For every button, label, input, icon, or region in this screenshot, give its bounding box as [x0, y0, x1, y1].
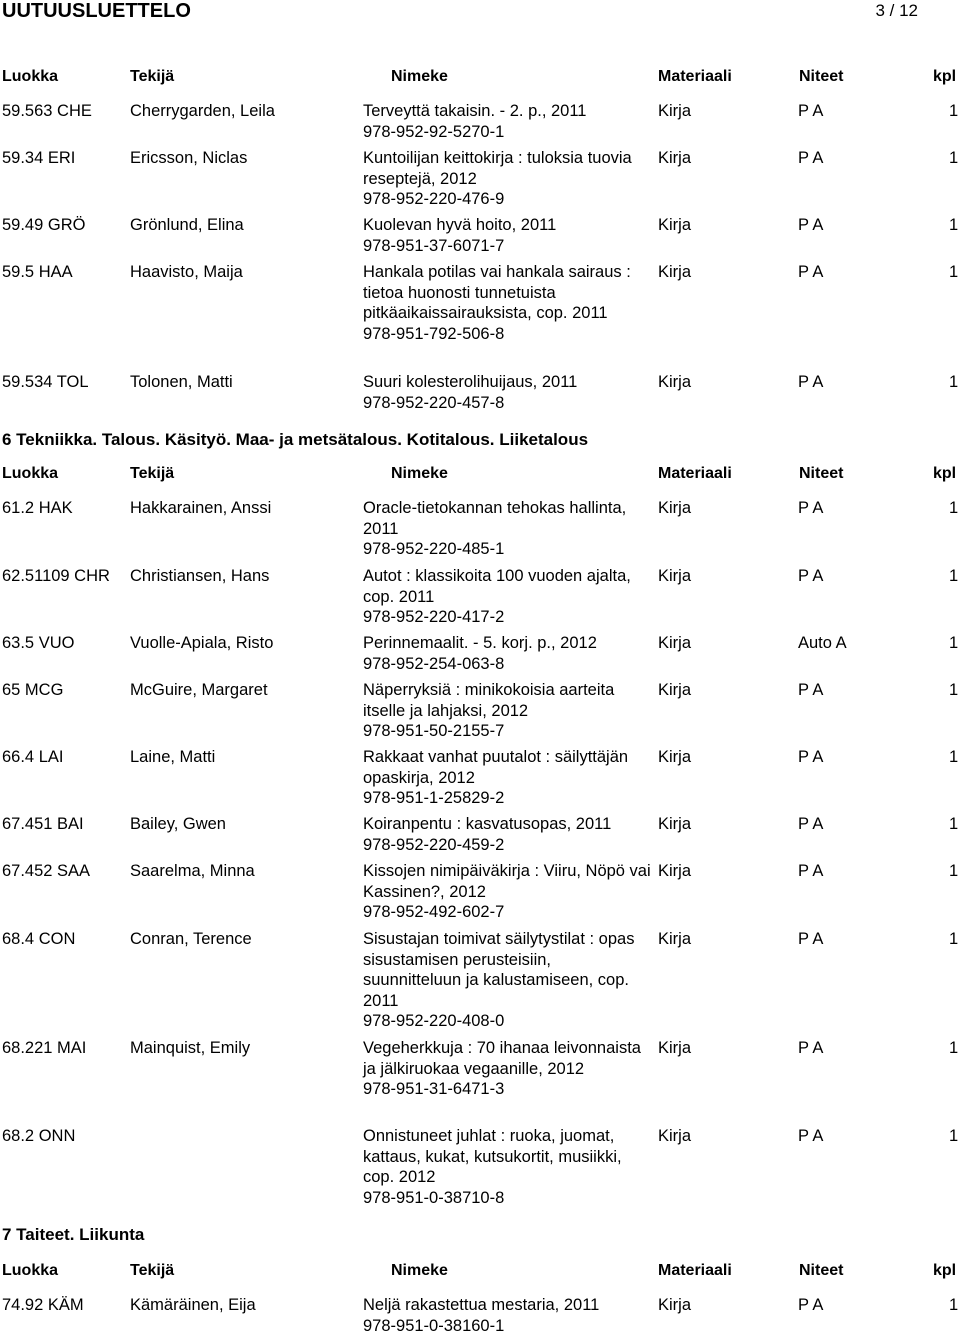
materiaali-cell-text: Kirja	[658, 149, 691, 167]
section-heading-6: 6 Tekniikka. Talous. Käsityö. Maa- ja metsätalous. Kotitalous. Liiketalous	[2, 430, 588, 450]
materiaali-cell	[658, 747, 691, 768]
materiaali-cell-text: Kirja	[658, 815, 691, 833]
tekija-cell-text: McGuire, Margaret	[130, 681, 268, 699]
kpl-cell	[949, 1038, 958, 1059]
col-kpl: kpl	[933, 465, 956, 483]
section-heading-7: 7 Taiteet. Liikunta	[2, 1225, 144, 1245]
col-tekija: Tekijä	[130, 1262, 174, 1280]
tekija-cell-text: Ericsson, Niclas	[130, 149, 247, 167]
niteet-cell-text: P A	[798, 1127, 823, 1145]
luokka-cell-text: 63.5 VUO	[2, 634, 74, 652]
kpl-cell	[949, 1295, 958, 1316]
materiaali-cell	[658, 215, 691, 236]
col-nimeke: Nimeke	[391, 465, 448, 483]
luokka-cell	[2, 861, 122, 882]
tekija-cell-text: Vuolle-Apiala, Risto	[130, 634, 273, 652]
nimeke-cell-text: Rakkaat vanhat puutalot : säilyttäjän opaskirja, 2012	[363, 748, 628, 787]
nimeke-cell	[363, 814, 653, 855]
materiaali-cell	[658, 148, 691, 169]
isbn: 978-952-220-408-0	[363, 1011, 653, 1032]
kpl-cell	[949, 929, 958, 950]
materiaali-cell	[658, 566, 691, 587]
isbn: 978-951-31-6471-3	[363, 1079, 653, 1100]
kpl-cell	[949, 101, 958, 122]
col-nimeke: Nimeke	[391, 68, 448, 86]
kpl-cell	[949, 148, 958, 169]
nimeke-cell	[363, 680, 653, 742]
niteet-cell	[798, 747, 823, 768]
col-tekija: Tekijä	[130, 465, 174, 483]
luokka-cell	[2, 262, 122, 283]
kpl-cell	[949, 633, 958, 654]
materiaali-cell	[658, 680, 691, 701]
niteet-cell-text: P A	[798, 748, 823, 766]
kpl-cell-text: 1	[949, 1127, 958, 1145]
page-title: UUTUUSLUETTELO	[2, 0, 191, 23]
nimeke-cell	[363, 1126, 653, 1208]
materiaali-cell-text: Kirja	[658, 102, 691, 120]
niteet-cell	[798, 498, 823, 519]
col-luokka: Luokka	[2, 1262, 58, 1280]
niteet-cell-text: P A	[798, 1296, 823, 1314]
materiaali-cell-text: Kirja	[658, 862, 691, 880]
niteet-cell	[798, 1126, 823, 1147]
materiaali-cell	[658, 101, 691, 122]
niteet-cell	[798, 566, 823, 587]
kpl-cell-text: 1	[949, 1039, 958, 1057]
materiaali-cell-text: Kirja	[658, 1127, 691, 1145]
nimeke-cell-text: Sisustajan toimivat säilytystilat : opas sisustamisen perusteisiin, suunnitteluun ja kalustamiseen, cop. 2011	[363, 930, 634, 1010]
isbn: 978-952-254-063-8	[363, 654, 653, 675]
tekija-cell	[130, 1038, 355, 1059]
materiaali-cell	[658, 814, 691, 835]
kpl-cell	[949, 747, 958, 768]
nimeke-cell-text: Oracle-tietokannan tehokas hallinta, 2011	[363, 499, 626, 538]
luokka-cell	[2, 1126, 122, 1147]
materiaali-cell-text: Kirja	[658, 567, 691, 585]
luokka-cell	[2, 1295, 122, 1316]
tekija-cell-text: Mainquist, Emily	[130, 1039, 250, 1057]
niteet-cell-text: P A	[798, 216, 823, 234]
col-tekija: Tekijä	[130, 68, 174, 86]
kpl-cell-text: 1	[949, 1296, 958, 1314]
tekija-cell-text: Cherrygarden, Leila	[130, 102, 275, 120]
niteet-cell-text: P A	[798, 149, 823, 167]
niteet-cell	[798, 372, 823, 393]
niteet-cell-text: P A	[798, 263, 823, 281]
nimeke-cell	[363, 1295, 653, 1336]
tekija-cell	[130, 680, 355, 701]
tekija-cell	[130, 101, 355, 122]
materiaali-cell	[658, 1295, 691, 1316]
kpl-cell-text: 1	[949, 102, 958, 120]
isbn: 978-952-220-485-1	[363, 539, 653, 560]
tekija-cell-text: Kämäräinen, Eija	[130, 1296, 256, 1314]
col-niteet: Niteet	[799, 465, 843, 483]
luokka-cell-text: 67.451 BAI	[2, 815, 84, 833]
materiaali-cell	[658, 1126, 691, 1147]
materiaali-cell-text: Kirja	[658, 373, 691, 391]
luokka-cell	[2, 215, 122, 236]
nimeke-cell-text: Autot : klassikoita 100 vuoden ajalta, cop. 2011	[363, 567, 631, 606]
nimeke-cell	[363, 372, 653, 413]
nimeke-cell-text: Kuntoilijan keittokirja : tuloksia tuovia reseptejä, 2012	[363, 149, 632, 188]
tekija-cell	[130, 814, 355, 835]
niteet-cell	[798, 101, 823, 122]
kpl-cell-text: 1	[949, 373, 958, 391]
tekija-cell	[130, 1295, 355, 1316]
isbn: 978-952-92-5270-1	[363, 122, 653, 143]
nimeke-cell	[363, 633, 653, 674]
tekija-cell	[130, 262, 355, 283]
materiaali-cell	[658, 372, 691, 393]
nimeke-cell-text: Näperryksiä : minikokoisia aarteita itselle ja lahjaksi, 2012	[363, 681, 614, 720]
kpl-cell	[949, 814, 958, 835]
tekija-cell	[130, 861, 355, 882]
luokka-cell	[2, 680, 122, 701]
niteet-cell	[798, 1295, 823, 1316]
tekija-cell-text: Conran, Terence	[130, 930, 252, 948]
luokka-cell-text: 68.4 CON	[2, 930, 75, 948]
nimeke-cell	[363, 148, 653, 210]
niteet-cell	[798, 215, 823, 236]
luokka-cell-text: 74.92 KÄM	[2, 1296, 84, 1314]
col-kpl: kpl	[933, 68, 956, 86]
tekija-cell-text: Christiansen, Hans	[130, 567, 269, 585]
tekija-cell-text: Tolonen, Matti	[130, 373, 233, 391]
niteet-cell	[798, 633, 847, 654]
materiaali-cell-text: Kirja	[658, 930, 691, 948]
nimeke-cell-text: Terveyttä takaisin. - 2. p., 2011	[363, 102, 586, 120]
materiaali-cell-text: Kirja	[658, 634, 691, 652]
materiaali-cell	[658, 262, 691, 283]
kpl-cell-text: 1	[949, 815, 958, 833]
column-header-row	[0, 68, 960, 90]
isbn: 978-951-1-25829-2	[363, 788, 653, 809]
col-luokka: Luokka	[2, 68, 58, 86]
tekija-cell-text: Laine, Matti	[130, 748, 215, 766]
materiaali-cell	[658, 633, 691, 654]
nimeke-cell	[363, 861, 653, 923]
kpl-cell	[949, 215, 958, 236]
kpl-cell	[949, 1126, 958, 1147]
isbn: 978-951-0-38710-8	[363, 1188, 653, 1209]
col-materiaali: Materiaali	[658, 465, 732, 483]
materiaali-cell	[658, 929, 691, 950]
kpl-cell-text: 1	[949, 567, 958, 585]
tekija-cell-text: Saarelma, Minna	[130, 862, 255, 880]
luokka-cell-text: 59.49 GRÖ	[2, 216, 85, 234]
nimeke-cell-text: Vegeherkkuja : 70 ihanaa leivonnaista ja jälkiruokaa vegaanille, 2012	[363, 1039, 641, 1078]
kpl-cell	[949, 372, 958, 393]
kpl-cell	[949, 498, 958, 519]
isbn: 978-951-37-6071-7	[363, 236, 653, 257]
niteet-cell-text: P A	[798, 102, 823, 120]
kpl-cell-text: 1	[949, 499, 958, 517]
column-header-row	[0, 1262, 960, 1284]
niteet-cell	[798, 861, 823, 882]
col-niteet: Niteet	[799, 1262, 843, 1280]
isbn: 978-951-792-506-8	[363, 324, 653, 345]
isbn: 978-952-220-459-2	[363, 835, 653, 856]
col-luokka: Luokka	[2, 465, 58, 483]
kpl-cell-text: 1	[949, 216, 958, 234]
tekija-cell	[130, 498, 355, 519]
niteet-cell	[798, 262, 823, 283]
tekija-cell	[130, 215, 355, 236]
kpl-cell-text: 1	[949, 263, 958, 281]
luokka-cell-text: 59.34 ERI	[2, 149, 75, 167]
materiaali-cell-text: Kirja	[658, 1039, 691, 1057]
nimeke-cell	[363, 262, 653, 344]
luokka-cell	[2, 814, 122, 835]
niteet-cell-text: P A	[798, 567, 823, 585]
nimeke-cell-text: Koiranpentu : kasvatusopas, 2011	[363, 815, 611, 833]
kpl-cell-text: 1	[949, 748, 958, 766]
tekija-cell	[130, 929, 355, 950]
luokka-cell	[2, 633, 122, 654]
col-niteet: Niteet	[799, 68, 843, 86]
luokka-cell-text: 66.4 LAI	[2, 748, 63, 766]
isbn: 978-952-220-417-2	[363, 607, 653, 628]
col-materiaali: Materiaali	[658, 68, 732, 86]
materiaali-cell	[658, 1038, 691, 1059]
niteet-cell-text: P A	[798, 373, 823, 391]
niteet-cell	[798, 1038, 823, 1059]
isbn: 978-952-220-476-9	[363, 189, 653, 210]
materiaali-cell	[658, 861, 691, 882]
luokka-cell-text: 65 MCG	[2, 681, 63, 699]
tekija-cell	[130, 747, 355, 768]
kpl-cell-text: 1	[949, 930, 958, 948]
luokka-cell-text: 68.2 ONN	[2, 1127, 75, 1145]
luokka-cell	[2, 1038, 122, 1059]
nimeke-cell	[363, 747, 653, 809]
luokka-cell	[2, 566, 122, 587]
nimeke-cell	[363, 215, 653, 256]
col-kpl: kpl	[933, 1262, 956, 1280]
luokka-cell	[2, 148, 122, 169]
luokka-cell-text: 59.563 CHE	[2, 102, 92, 120]
materiaali-cell-text: Kirja	[658, 263, 691, 281]
col-nimeke: Nimeke	[391, 1262, 448, 1280]
kpl-cell-text: 1	[949, 681, 958, 699]
col-materiaali: Materiaali	[658, 1262, 732, 1280]
niteet-cell	[798, 148, 823, 169]
nimeke-cell	[363, 101, 653, 142]
kpl-cell	[949, 861, 958, 882]
tekija-cell-text: Grönlund, Elina	[130, 216, 244, 234]
materiaali-cell	[658, 498, 691, 519]
niteet-cell-text: P A	[798, 681, 823, 699]
luokka-cell-text: 61.2 HAK	[2, 499, 73, 517]
luokka-cell	[2, 498, 122, 519]
isbn: 978-952-220-457-8	[363, 393, 653, 414]
luokka-cell-text: 62.51109 CHR	[2, 567, 110, 585]
luokka-cell-text: 67.452 SAA	[2, 862, 90, 880]
nimeke-cell-text: Neljä rakastettua mestaria, 2011	[363, 1296, 599, 1314]
nimeke-cell	[363, 1038, 653, 1100]
isbn: 978-951-0-38160-1	[363, 1316, 653, 1336]
column-header-row	[0, 465, 960, 487]
nimeke-cell	[363, 929, 653, 1032]
niteet-cell	[798, 929, 823, 950]
luokka-cell	[2, 372, 122, 393]
nimeke-cell	[363, 498, 653, 560]
tekija-cell-text: Haavisto, Maija	[130, 263, 243, 281]
luokka-cell	[2, 101, 122, 122]
niteet-cell-text: P A	[798, 499, 823, 517]
isbn: 978-952-492-602-7	[363, 902, 653, 923]
nimeke-cell-text: Kuolevan hyvä hoito, 2011	[363, 216, 556, 234]
nimeke-cell-text: Hankala potilas vai hankala sairaus : tietoa huonosti tunnetuista pitkäaikaissairauksista, cop. 2011	[363, 263, 631, 322]
niteet-cell	[798, 680, 823, 701]
tekija-cell	[130, 633, 355, 654]
luokka-cell	[2, 747, 122, 768]
kpl-cell-text: 1	[949, 149, 958, 167]
niteet-cell-text: P A	[798, 1039, 823, 1057]
niteet-cell	[798, 814, 823, 835]
luokka-cell-text: 68.221 MAI	[2, 1039, 86, 1057]
tekija-cell	[130, 148, 355, 169]
isbn: 978-951-50-2155-7	[363, 721, 653, 742]
tekija-cell-text: Hakkarainen, Anssi	[130, 499, 271, 517]
niteet-cell-text: P A	[798, 930, 823, 948]
luokka-cell	[2, 929, 122, 950]
niteet-cell-text: P A	[798, 815, 823, 833]
materiaali-cell-text: Kirja	[658, 748, 691, 766]
materiaali-cell-text: Kirja	[658, 681, 691, 699]
nimeke-cell-text: Perinnemaalit. - 5. korj. p., 2012	[363, 634, 597, 652]
materiaali-cell-text: Kirja	[658, 216, 691, 234]
kpl-cell-text: 1	[949, 862, 958, 880]
tekija-cell-text: Bailey, Gwen	[130, 815, 226, 833]
page-number: 3 / 12	[875, 1, 918, 21]
nimeke-cell-text: Kissojen nimipäiväkirja : Viiru, Nöpö vai Kassinen?, 2012	[363, 862, 651, 901]
kpl-cell-text: 1	[949, 634, 958, 652]
luokka-cell-text: 59.5 HAA	[2, 263, 73, 281]
niteet-cell-text: Auto A	[798, 634, 847, 652]
kpl-cell	[949, 262, 958, 283]
luokka-cell-text: 59.534 TOL	[2, 373, 89, 391]
kpl-cell	[949, 680, 958, 701]
tekija-cell	[130, 372, 355, 393]
tekija-cell	[130, 566, 355, 587]
nimeke-cell-text: Suuri kolesterolihuijaus, 2011	[363, 373, 577, 391]
nimeke-cell	[363, 566, 653, 628]
nimeke-cell-text: Onnistuneet juhlat : ruoka, juomat, kattaus, kukat, kutsukortit, musiikki, cop. 2012	[363, 1127, 622, 1186]
kpl-cell	[949, 566, 958, 587]
materiaali-cell-text: Kirja	[658, 499, 691, 517]
materiaali-cell-text: Kirja	[658, 1296, 691, 1314]
niteet-cell-text: P A	[798, 862, 823, 880]
